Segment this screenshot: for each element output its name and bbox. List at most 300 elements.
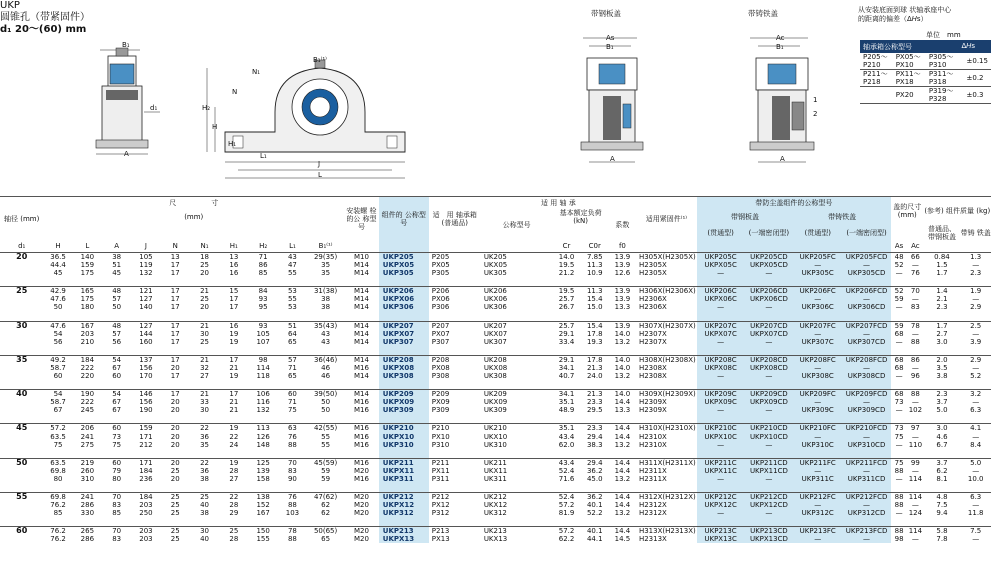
table-cell: 63: [278, 424, 307, 433]
table-cell: P306: [431, 303, 450, 312]
table-cell: 76: [278, 492, 307, 501]
bore-diameter: [0, 364, 43, 372]
table-cell: 67: [112, 406, 122, 415]
table-cell: UKP308CD: [842, 372, 891, 380]
series-code: UKP: [0, 0, 20, 11]
table-cell: UKP212FCD: [842, 492, 891, 501]
table-cell: 20: [170, 398, 180, 407]
table-cell: 1.4: [924, 287, 961, 296]
table-cell: H2306X: [638, 295, 667, 304]
cast-cover-diagram: [742, 30, 822, 170]
table-cell: P305: [431, 269, 450, 278]
table-cell: 155: [256, 535, 270, 544]
table-cell: M20: [344, 527, 379, 536]
spec-table: [0, 196, 991, 543]
table-cell: 11.3: [581, 287, 609, 296]
table-cell: 212: [139, 440, 153, 449]
table-cell: 48: [102, 321, 131, 330]
table-cell: 52: [891, 287, 907, 296]
table-cell: 88: [894, 501, 904, 510]
table-cell: 245: [80, 406, 95, 415]
table-cell: 54: [43, 390, 72, 399]
table-cell: 29(35): [307, 253, 344, 262]
table-cell: 12.6: [614, 269, 631, 278]
table-cell: UK209: [481, 390, 553, 399]
table-cell: UKP207C: [697, 321, 745, 330]
table-cell: 52.2: [586, 509, 603, 518]
col-d1: d₁: [0, 241, 43, 253]
table-cell: UKP307C: [793, 338, 842, 346]
table-cell: 3.7: [924, 458, 961, 467]
table-cell: 25: [170, 509, 180, 518]
table-row: [0, 330, 991, 338]
deviation-table: [860, 40, 991, 104]
table-cell: UKP207FC: [793, 321, 842, 330]
table-cell: P307: [431, 337, 450, 346]
table-cell: H308X(H2308X): [636, 355, 697, 364]
table-cell: 80: [112, 474, 122, 483]
table-cell: M16: [344, 424, 379, 433]
table-cell: UKPX10C: [697, 433, 745, 441]
table-cell: 29.1: [558, 329, 575, 338]
table-cell: 14.4: [609, 424, 636, 433]
table-cell: UKPX10CD: [744, 433, 793, 441]
table-cell: 14.4: [609, 527, 636, 536]
table-cell: 54: [102, 355, 131, 364]
table-cell: 33: [200, 398, 209, 407]
table-cell: UKP211FCD: [842, 458, 891, 467]
table-cell: 26.7: [558, 303, 575, 312]
table-cell: 70: [102, 492, 131, 501]
table-cell: 14.4: [614, 466, 631, 475]
table-cell: 44.1: [586, 535, 603, 544]
table-cell: 38: [200, 474, 209, 483]
table-cell: 88: [894, 466, 904, 475]
col-h2: H₂: [248, 241, 277, 253]
table-cell: 19.5: [552, 287, 580, 296]
table-cell: 60: [112, 372, 122, 381]
table-cell: —: [842, 295, 891, 303]
dev-cell: PX11～ PX18: [893, 70, 926, 87]
table-cell: 57.2: [43, 424, 72, 433]
table-cell: 13.2: [614, 337, 631, 346]
col-j: J: [131, 241, 160, 253]
table-cell: H2310X: [638, 440, 667, 449]
group-spacer: [0, 483, 991, 493]
table-cell: 68: [894, 329, 904, 338]
table-cell: P213: [429, 527, 481, 536]
table-cell: 25.7: [552, 321, 580, 330]
table-cell: UKP205FC: [793, 253, 842, 262]
table-cell: UK212: [481, 492, 553, 501]
table-cell: 25: [200, 295, 209, 304]
table-cell: 60: [102, 424, 131, 433]
table-row: [0, 355, 991, 364]
table-cell: 1.5: [936, 261, 948, 270]
table-cell: 6.2: [936, 466, 948, 475]
table-cell: UK310: [483, 440, 507, 449]
table-cell: 43: [321, 337, 331, 346]
unit-number: UKP205: [379, 253, 429, 262]
label-b1-left: B₁: [122, 41, 130, 49]
table-cell: 50: [321, 398, 331, 407]
table-cell: P309: [431, 406, 450, 415]
table-cell: PX07: [431, 329, 450, 338]
table-cell: 139: [256, 466, 270, 475]
table-cell: M16: [353, 363, 369, 372]
table-cell: 30: [190, 527, 219, 536]
table-cell: 99: [907, 458, 923, 467]
bore-diameter: [0, 475, 43, 483]
table-cell: 65: [287, 372, 297, 381]
table-cell: H313X(H2313X): [636, 527, 697, 536]
table-cell: 51: [278, 321, 307, 330]
table-cell: 56: [53, 337, 63, 346]
table-cell: 13.9: [609, 321, 636, 330]
table-cell: 20: [200, 303, 209, 312]
col-b1: B₁⁽¹⁾: [307, 241, 344, 253]
table-cell: 62.0: [558, 440, 575, 449]
table-cell: 35.1: [558, 398, 575, 407]
table-cell: 265: [73, 527, 102, 536]
table-cell: UKP208CD: [744, 355, 793, 364]
front-view-diagram: [205, 32, 425, 182]
table-cell: 17: [161, 390, 190, 399]
table-cell: UKP310C: [793, 441, 842, 449]
table-cell: —: [895, 474, 903, 483]
table-cell: 14.4: [614, 432, 631, 441]
table-cell: 8.1: [936, 474, 948, 483]
table-cell: 20: [161, 424, 190, 433]
table-cell: 175: [80, 269, 95, 278]
table-cell: —: [895, 269, 903, 278]
col-f0: f0: [609, 241, 636, 253]
table-cell: 20: [200, 269, 209, 278]
table-cell: —: [911, 363, 919, 372]
table-cell: 40: [200, 535, 209, 544]
table-cell: P205: [429, 253, 481, 262]
table-cell: UK207: [481, 321, 553, 330]
table-cell: 21: [190, 287, 219, 296]
table-cell: M20: [344, 492, 379, 501]
table-cell: UKPX09CD: [744, 398, 793, 406]
head-bore: 轴径 (mm): [4, 214, 40, 223]
table-cell: 54: [53, 329, 63, 338]
table-cell: —: [842, 433, 891, 441]
table-cell: 33.4: [558, 337, 575, 346]
table-cell: 113: [248, 424, 277, 433]
table-cell: 64: [287, 329, 297, 338]
table-cell: 44.4: [50, 261, 66, 270]
unit-number: UKPX13: [379, 535, 429, 543]
table-cell: 222: [80, 398, 95, 407]
table-cell: 18: [190, 253, 219, 262]
table-row: [0, 303, 991, 311]
table-cell: 0.84: [924, 253, 961, 262]
table-cell: —: [895, 337, 903, 346]
table-cell: 140: [139, 303, 153, 312]
table-cell: 203: [139, 501, 153, 510]
table-cell: UKP306CD: [842, 303, 891, 311]
table-cell: 10.0: [967, 474, 984, 483]
table-cell: 40.7: [558, 372, 575, 381]
table-cell: UKPX09C: [697, 398, 745, 406]
table-cell: —: [911, 501, 919, 510]
table-cell: —: [697, 338, 745, 346]
table-cell: 86: [907, 355, 923, 364]
table-cell: 8.4: [970, 440, 982, 449]
table-cell: UKP212C: [697, 492, 745, 501]
label-h2: H₂: [202, 104, 211, 112]
table-cell: M16: [353, 432, 369, 441]
table-cell: 17: [161, 355, 190, 364]
head-cover: 盖的尺寸 (mm): [893, 202, 922, 219]
unit-number: UKP210: [379, 424, 429, 433]
unit-number: UKP306: [379, 303, 429, 311]
table-cell: UKPX08C: [697, 364, 745, 372]
table-cell: UKPX06CD: [744, 295, 793, 303]
table-cell: 22: [219, 492, 248, 501]
table-cell: 29: [229, 509, 239, 518]
head-std-steel: (贯通型): [697, 225, 745, 241]
table-cell: 43: [278, 253, 307, 262]
table-cell: 83: [112, 535, 122, 544]
col-h: H: [43, 241, 72, 253]
table-cell: UK311: [483, 474, 507, 483]
table-cell: 14.5: [614, 535, 631, 544]
table-cell: 38: [102, 253, 131, 262]
table-cell: 56: [112, 337, 122, 346]
table-cell: —: [793, 330, 842, 338]
table-cell: 7.8: [936, 535, 948, 544]
table-cell: 20: [161, 458, 190, 467]
table-cell: 76.2: [50, 501, 66, 510]
table-cell: 51: [112, 261, 122, 270]
table-cell: 83: [112, 501, 122, 510]
table-cell: 88: [287, 501, 297, 510]
bore-diameter: [0, 433, 43, 441]
table-cell: 73: [894, 398, 904, 407]
table-cell: 17: [161, 321, 190, 330]
table-cell: 132: [256, 406, 270, 415]
table-cell: 203: [80, 329, 95, 338]
table-cell: 11.8: [967, 509, 984, 518]
table-cell: H307X(H2307X): [636, 321, 697, 330]
table-cell: —: [972, 329, 980, 338]
table-cell: 75: [53, 440, 63, 449]
unit-number: UKPX07: [379, 330, 429, 338]
table-cell: 96: [910, 372, 920, 381]
table-cell: 7.5: [936, 501, 948, 510]
table-cell: 71: [287, 363, 297, 372]
label-a-r1: A: [610, 155, 615, 163]
table-cell: 69.8: [50, 466, 66, 475]
table-cell: H2313X: [638, 535, 667, 544]
table-cell: UKPX12CD: [744, 501, 793, 509]
table-cell: 159: [80, 261, 95, 270]
table-row: [0, 441, 991, 449]
table-cell: 3.2: [960, 390, 991, 399]
table-cell: 140: [73, 253, 102, 262]
table-cell: UKP311C: [793, 475, 842, 483]
table-cell: —: [911, 261, 919, 270]
table-cell: 50: [53, 303, 63, 312]
table-cell: 42(55): [307, 424, 344, 433]
table-cell: UKP209FCD: [842, 390, 891, 399]
table-cell: H2310X: [638, 432, 667, 441]
head-bearing: 适 用 轴 承: [541, 198, 576, 207]
table-cell: 63.5: [43, 458, 72, 467]
table-cell: 219: [73, 458, 102, 467]
table-cell: 53: [278, 287, 307, 296]
table-cell: 146: [131, 390, 160, 399]
table-cell: 2.0: [924, 355, 961, 364]
table-row: [0, 467, 991, 475]
head-steel: 带钢板盖: [697, 209, 794, 225]
table-cell: UKP206C: [697, 287, 745, 296]
group-spacer: [0, 380, 991, 390]
bore-diameter: [0, 535, 43, 543]
table-cell: UKP212FC: [793, 492, 842, 501]
unit-number: UKP309: [379, 406, 429, 414]
table-cell: UKX06: [483, 295, 508, 304]
table-cell: 88: [907, 390, 923, 399]
unit-number: UKP310: [379, 441, 429, 449]
dev-value: ±0.15: [959, 53, 991, 70]
table-cell: —: [972, 466, 980, 475]
table-cell: P206: [429, 287, 481, 296]
table-cell: 52: [894, 261, 904, 270]
table-cell: 165: [73, 287, 102, 296]
table-cell: 137: [131, 355, 160, 364]
head-dims: 尺 寸: [169, 198, 219, 207]
label-a-left: A: [124, 150, 129, 158]
table-cell: 114: [908, 492, 923, 501]
table-cell: —: [972, 501, 980, 510]
table-cell: P208: [429, 355, 481, 364]
table-cell: 152: [256, 501, 270, 510]
head-closed-cast: (一端密闭型): [842, 225, 891, 241]
table-cell: 114: [908, 474, 923, 483]
unit-number: UKP305: [379, 269, 429, 277]
group-spacer: [0, 449, 991, 459]
table-cell: M14: [353, 303, 369, 312]
table-cell: 14.0: [614, 363, 631, 372]
table-cell: 35(43): [307, 321, 344, 330]
table-cell: —: [793, 433, 842, 441]
table-cell: 114: [908, 527, 923, 536]
table-cell: 30: [200, 329, 209, 338]
label-j: J: [318, 160, 321, 168]
label-h: H: [212, 123, 218, 131]
table-cell: 65: [321, 535, 331, 544]
dev-header-value: Δ𝐻s: [959, 40, 991, 53]
table-cell: UKP306C: [793, 303, 842, 311]
table-cell: 19: [229, 337, 239, 346]
table-cell: 34.1: [558, 363, 575, 372]
steel-cover-diagram: [575, 30, 650, 170]
table-cell: 7.5: [960, 527, 991, 536]
table-cell: 29.5: [586, 406, 603, 415]
table-row: [0, 398, 991, 406]
table-cell: —: [793, 535, 842, 543]
label-b1-r1: B₁: [606, 43, 614, 51]
table-cell: —: [697, 475, 745, 483]
table-cell: —: [842, 364, 891, 372]
table-cell: 59: [894, 295, 904, 304]
head-bearing-no: 公称型号: [502, 220, 531, 229]
table-cell: 95: [258, 303, 268, 312]
table-cell: 13.9: [614, 295, 631, 304]
table-row: [0, 261, 991, 269]
table-cell: P308: [431, 372, 450, 381]
table-cell: —: [842, 501, 891, 509]
table-cell: UKP210C: [697, 424, 745, 433]
table-cell: 32: [200, 363, 209, 372]
table-cell: 21: [190, 321, 219, 330]
table-cell: 203: [131, 527, 160, 536]
table-cell: 3.9: [970, 337, 982, 346]
table-cell: 14.4: [609, 458, 636, 467]
table-cell: 119: [139, 261, 153, 270]
table-cell: 86: [258, 261, 268, 270]
table-cell: 83: [910, 303, 920, 312]
table-cell: 9.4: [936, 509, 948, 518]
table-cell: 65: [287, 337, 297, 346]
table-cell: 3.8: [936, 372, 948, 381]
table-row: [0, 458, 991, 467]
table-cell: UKP311CD: [842, 475, 891, 483]
table-row: [0, 321, 991, 330]
table-cell: 40.1: [586, 501, 603, 510]
col-cr: Cr: [552, 241, 580, 253]
bore-diameter: 35: [0, 355, 43, 364]
table-cell: H2311X: [638, 466, 667, 475]
table-cell: 5.2: [970, 372, 982, 381]
table-cell: 36(46): [307, 355, 344, 364]
table-cell: UKP206CD: [744, 287, 793, 296]
bore-diameter: [0, 441, 43, 449]
table-cell: —: [972, 363, 980, 372]
table-cell: PX09: [431, 398, 450, 407]
table-cell: 13: [161, 253, 190, 262]
table-cell: —: [972, 261, 980, 270]
table-cell: P211: [429, 458, 481, 467]
table-cell: 58.7: [50, 363, 66, 372]
table-cell: 21.2: [558, 269, 575, 278]
table-cell: 75: [891, 458, 907, 467]
table-cell: 25: [170, 501, 180, 510]
table-cell: 46: [321, 363, 331, 372]
table-cell: UKX08: [483, 363, 508, 372]
table-cell: M20: [353, 509, 369, 518]
table-cell: 17: [170, 295, 180, 304]
table-cell: —: [895, 509, 903, 518]
group-spacer: [0, 346, 991, 356]
table-cell: 14.0: [614, 329, 631, 338]
unit-number: UKP209: [379, 390, 429, 399]
table-cell: 184: [131, 492, 160, 501]
head-std-cast: (贯通型): [793, 225, 842, 241]
table-cell: P212: [429, 492, 481, 501]
table-cell: 29.4: [581, 458, 609, 467]
bore-diameter: 40: [0, 390, 43, 399]
table-cell: M14: [353, 269, 369, 278]
table-row: [0, 364, 991, 372]
unit-number: UKPX05: [379, 261, 429, 269]
table-cell: 97: [907, 424, 923, 433]
table-cell: 34.1: [552, 390, 580, 399]
